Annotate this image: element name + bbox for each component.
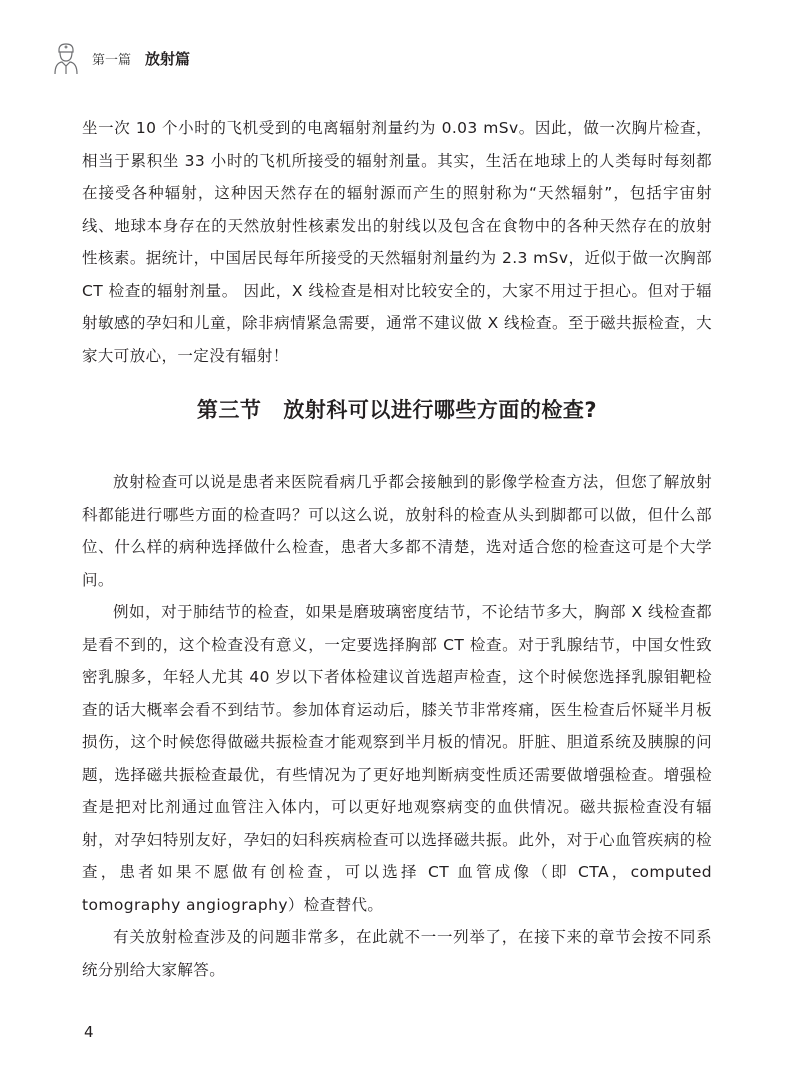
header-part-label: 第一篇 bbox=[92, 52, 132, 68]
section-title: 放射科可以进行哪些方面的检查? bbox=[283, 398, 598, 422]
intro-paragraph: 坐一次 10 个小时的飞机受到的电离辐射剂量约为 0.03 mSv。因此，做一次胸片检查，相当于累积坐 33 小时的飞机所接受的辐射剂量。其实，生活在地球上的人类每时每刻都在接受各种辐射，这种因天然存在的辐射源而产生的照射称为“天然辐射”，包括宇宙射线、地球本身存在的天然放射性核素发出的射线以及包含在食物中的各种天然存在的放射性核素。据统计，中国居民每年所接受的天然辐射剂量约为 2.3 mSv，近似于做一次胸部 CT 检查的辐射剂量。 因此，X 线检查是相对比较安全的，大家不用过于担心。但对于辐射敏感的孕妇和儿童，除非病情紧急需要，通常不建议做 X 线检查。至于磁共振检查，大家大可放心，一定没有辐射！ bbox=[82, 119, 712, 365]
section-number: 第三节 bbox=[196, 398, 262, 422]
body-paragraph-3: 有关放射检查涉及的问题非常多，在此就不一一列举了，在接下来的章节会按不同系统分别给大家解答。 bbox=[82, 928, 712, 979]
page-number: 4 bbox=[84, 1023, 94, 1041]
page-content bbox=[82, 112, 712, 979]
section-heading bbox=[82, 394, 712, 424]
body-paragraph-1: 放射检查可以说是患者来医院看病几乎都会接触到的影像学检查方法，但您了解放射科都能进行哪些方面的检查吗？可以这么说，放射科的检查从头到脚都可以做，但什么部位、什么样的病种选择做什么检查，患者大多都不清楚，选对适合您的检查这可是个大学问。 bbox=[82, 473, 712, 589]
header-title: 放射篇 bbox=[145, 49, 191, 68]
body-paragraph-2: 例如，对于肺结节的检查，如果是磨玻璃密度结节，不论结节多大，胸部 X 线检查都是看不到的，这个检查没有意义，一定要选择胸部 CT 检查。对于乳腺结节，中国女性致密乳腺多，年轻人尤其 40 岁以下者体检建议首选超声检查，这个时候您选择乳腺钼靶检查的话大概率会看不到结节。参加体育运动后，膝关节非常疼痛，医生检查后怀疑半月板损伤，这个时候您得做磁共振检查才能观察到半月板的情况。肝脏、胆道系统及胰腺的问题，选择磁共振检查最优，有些情况为了更好地判断病变性质还需要做增强检查。增强检查是把对比剂通过血管注入体内，可以更好地观察病变的血供情况。磁共振检查没有辐射，对孕妇特别友好，孕妇的妇科疾病检查可以选择磁共振。此外，对于心血管疾病的检查，患者如果不愿做有创检查，可以选择 CT 血管成像（即 CTA，computed tomography angiography）检查替代。 bbox=[82, 603, 712, 914]
section-body bbox=[82, 466, 712, 986]
running-header bbox=[50, 40, 190, 76]
doctor-icon bbox=[50, 41, 82, 75]
